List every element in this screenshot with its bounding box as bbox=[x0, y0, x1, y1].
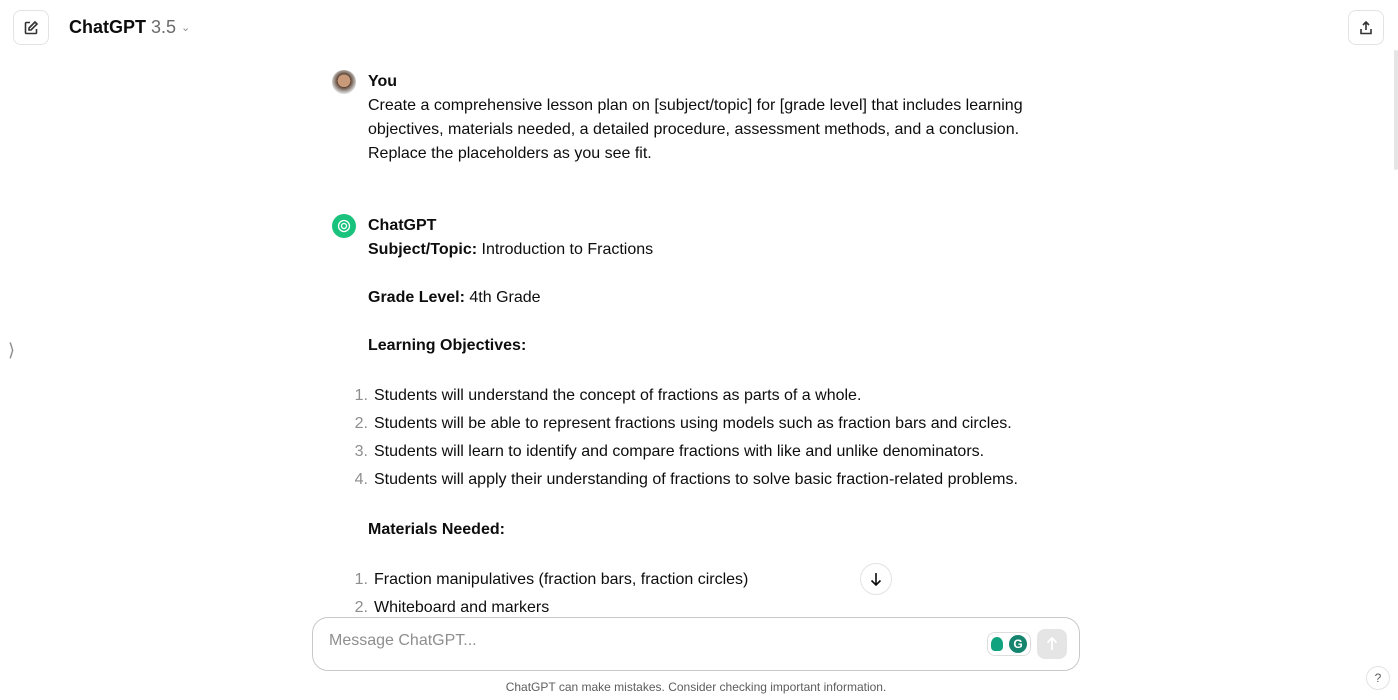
composer bbox=[312, 617, 1080, 671]
new-chat-button[interactable] bbox=[13, 10, 49, 45]
arrow-up-icon bbox=[1045, 637, 1059, 651]
list-item: 1. Fraction manipulatives (fraction bars, fraction circles) bbox=[354, 571, 749, 588]
objectives-heading: Learning Objectives: bbox=[368, 337, 527, 354]
materials-list bbox=[354, 566, 1032, 622]
avatar bbox=[332, 70, 356, 94]
list-item: 2. Whiteboard and markers bbox=[354, 599, 550, 616]
grammarly-icon[interactable]: G bbox=[1009, 635, 1027, 653]
assistant-message bbox=[332, 214, 1032, 646]
list-item: 2. Students will be able to represent fractions using models such as fraction bars and circles. bbox=[354, 415, 1012, 432]
message-author: ChatGPT bbox=[368, 217, 437, 234]
user-message bbox=[332, 70, 1032, 166]
disclaimer: ChatGPT can make mistakes. Consider checking important information. bbox=[505, 680, 887, 694]
edit-icon bbox=[23, 20, 39, 36]
message-author: You bbox=[368, 73, 398, 90]
scroll-to-bottom-button[interactable] bbox=[860, 563, 892, 595]
scrollbar[interactable] bbox=[1394, 50, 1398, 170]
grade-line: Grade Level: 4th Grade bbox=[368, 289, 541, 306]
model-name: ChatGPT bbox=[69, 17, 147, 37]
model-version: 3.5 bbox=[151, 17, 177, 37]
send-button[interactable] bbox=[1037, 629, 1067, 659]
chatgpt-logo-icon bbox=[332, 214, 356, 238]
materials-heading: Materials Needed: bbox=[368, 521, 505, 538]
share-icon bbox=[1358, 20, 1374, 36]
help-button[interactable]: ? bbox=[1366, 666, 1390, 690]
message-text: Create a comprehensive lesson plan on [subject/topic] for [grade level] that includes learning objectives, materials needed, a detailed procedure, assessment methods, and a conclusion. Replace the placeholders as you see fit. bbox=[368, 97, 1023, 162]
message-input[interactable] bbox=[329, 632, 969, 650]
objectives-list bbox=[354, 382, 1032, 494]
list-item: 3. Students will learn to identify and compare fractions with like and unlike denominators. bbox=[354, 443, 985, 460]
sidebar-toggle[interactable]: ⟩ bbox=[8, 340, 16, 360]
extension-icons[interactable] bbox=[987, 632, 1031, 656]
arrow-down-icon bbox=[869, 572, 883, 586]
chevron-down-icon: ⌄ bbox=[181, 22, 191, 34]
share-button[interactable] bbox=[1348, 10, 1384, 45]
list-item: 4. Students will apply their understanding of fractions to solve basic fraction-related problems. bbox=[354, 471, 1018, 488]
model-selector[interactable] bbox=[69, 17, 190, 38]
list-item: 1. Students will understand the concept of fractions as parts of a whole. bbox=[354, 387, 862, 404]
lightbulb-icon[interactable] bbox=[991, 637, 1003, 651]
subject-line: Subject/Topic: Introduction to Fractions bbox=[368, 241, 654, 258]
